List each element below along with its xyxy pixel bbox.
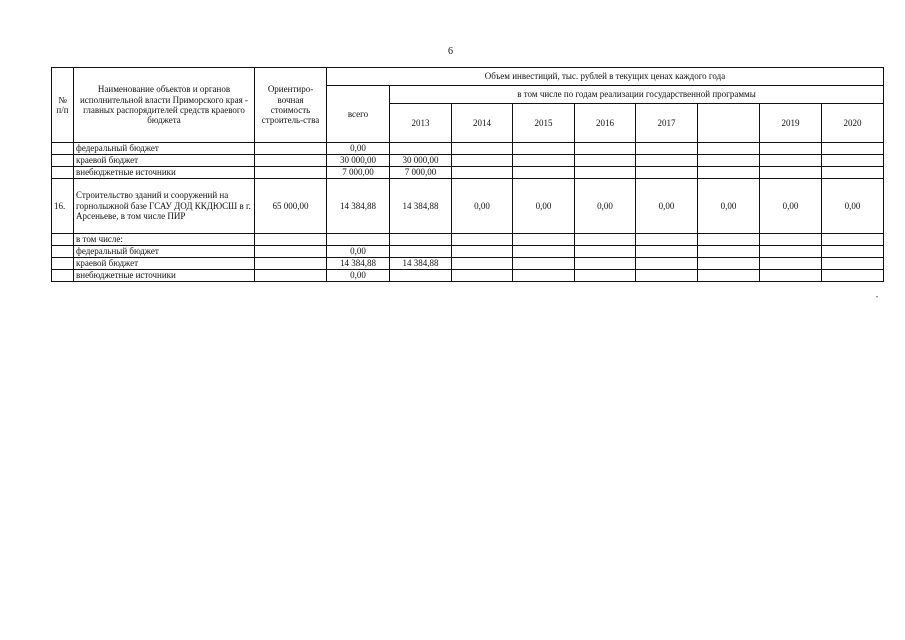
row-cost (255, 258, 327, 270)
row-year-value (452, 234, 513, 246)
investment-table (51, 67, 884, 282)
row-cost (255, 143, 327, 155)
row-cost (255, 155, 327, 167)
row-year-value (636, 155, 698, 167)
row-year-value (452, 270, 513, 282)
row-cost (255, 270, 327, 282)
row-cost (255, 246, 327, 258)
row-name: федеральный бюджет (74, 246, 255, 258)
row-total: 14 384,88 (327, 179, 390, 234)
row-year-value (698, 167, 760, 179)
row-year-value (698, 270, 760, 282)
header-year-0: 2013 (390, 104, 452, 143)
row-year-value (513, 143, 575, 155)
row-year-value: 0,00 (636, 179, 698, 234)
row-year-value (575, 155, 636, 167)
row-year-value (513, 155, 575, 167)
table-row (52, 234, 884, 246)
row-num (52, 167, 74, 179)
row-cost (255, 234, 327, 246)
row-year-value: 0,00 (698, 179, 760, 234)
row-year-value (822, 234, 884, 246)
table-row (52, 246, 884, 258)
header-name: Наименование объектов и органов исполнительной власти Приморского края - главных распорядителей средств краевого бюджета (74, 68, 255, 143)
row-year-value (636, 167, 698, 179)
row-year-value (390, 234, 452, 246)
row-year-value (822, 155, 884, 167)
row-year-value (760, 270, 822, 282)
row-year-value (636, 270, 698, 282)
table-row (52, 258, 884, 270)
row-year-value (513, 270, 575, 282)
header-year-6: 2019 (760, 104, 822, 143)
header-year-4: 2017 (636, 104, 698, 143)
table-row (52, 270, 884, 282)
row-total: 0,00 (327, 143, 390, 155)
row-year-value (513, 234, 575, 246)
row-year-value (760, 167, 822, 179)
row-year-value (390, 143, 452, 155)
row-year-value (822, 258, 884, 270)
row-year-value (452, 167, 513, 179)
header-year-7: 2020 (822, 104, 884, 143)
row-total (327, 234, 390, 246)
row-year-value (760, 155, 822, 167)
row-year-value (513, 167, 575, 179)
row-num (52, 270, 74, 282)
row-year-value (575, 234, 636, 246)
row-total: 0,00 (327, 246, 390, 258)
header-year-2: 2015 (513, 104, 575, 143)
row-year-value (452, 143, 513, 155)
row-year-value (822, 270, 884, 282)
row-year-value (636, 246, 698, 258)
row-year-value: 14 384,88 (390, 258, 452, 270)
row-name: внебюджетные источники (74, 167, 255, 179)
row-year-value (575, 270, 636, 282)
row-year-value (698, 258, 760, 270)
header-year-1: 2014 (452, 104, 513, 143)
row-year-value (760, 234, 822, 246)
row-year-value (575, 167, 636, 179)
row-year-value (513, 258, 575, 270)
row-num (52, 143, 74, 155)
row-year-value (636, 234, 698, 246)
row-year-value: 14 384,88 (390, 179, 452, 234)
row-num (52, 155, 74, 167)
row-year-value (390, 270, 452, 282)
header-total: всего (327, 86, 390, 143)
row-year-value (698, 246, 760, 258)
row-year-value (452, 246, 513, 258)
row-year-value (760, 258, 822, 270)
row-year-value (452, 155, 513, 167)
row-year-value (636, 143, 698, 155)
row-name: Строительство зданий и сооружений на горнолыжной базе ГСАУ ДОД ККДЮСШ в г. Арсеньеве, в том числе ПИР (74, 179, 255, 234)
header-num: № п/п (52, 68, 74, 143)
row-cost: 65 000,00 (255, 179, 327, 234)
table-row (52, 179, 884, 234)
row-year-value: 30 000,00 (390, 155, 452, 167)
row-year-value: 0,00 (760, 179, 822, 234)
header-cost: Ориентиро-вочная стоимость строитель-ства (255, 68, 327, 143)
table-row (52, 155, 884, 167)
row-year-value (575, 258, 636, 270)
row-name: в том числе: (74, 234, 255, 246)
row-year-value (452, 258, 513, 270)
row-year-value (822, 246, 884, 258)
row-year-value (822, 167, 884, 179)
row-year-value: 7 000,00 (390, 167, 452, 179)
row-year-value (822, 143, 884, 155)
row-num: 16. (52, 179, 74, 234)
row-year-value (698, 155, 760, 167)
row-num (52, 258, 74, 270)
row-cost (255, 167, 327, 179)
footer-mark: " (876, 296, 879, 302)
row-year-value (390, 246, 452, 258)
row-year-value: 0,00 (822, 179, 884, 234)
row-total: 30 000,00 (327, 155, 390, 167)
row-year-value (760, 143, 822, 155)
row-name: краевой бюджет (74, 155, 255, 167)
row-name: внебюджетные источники (74, 270, 255, 282)
row-num (52, 234, 74, 246)
row-name: краевой бюджет (74, 258, 255, 270)
row-total: 14 384,88 (327, 258, 390, 270)
header-year-5 (698, 104, 760, 143)
row-year-value: 0,00 (575, 179, 636, 234)
row-year-value (636, 258, 698, 270)
header-year-3: 2016 (575, 104, 636, 143)
row-num (52, 246, 74, 258)
row-year-value: 0,00 (513, 179, 575, 234)
row-year-value: 0,00 (452, 179, 513, 234)
header-by-years: в том числе по годам реализации государственной программы (390, 86, 884, 104)
row-year-value (575, 246, 636, 258)
row-year-value (513, 246, 575, 258)
row-total: 7 000,00 (327, 167, 390, 179)
row-year-value (698, 234, 760, 246)
header-invest: Объем инвестиций, тыс. рублей в текущих ценах каждого года (327, 68, 884, 86)
row-name: федеральный бюджет (74, 143, 255, 155)
row-year-value (698, 143, 760, 155)
table-row (52, 143, 884, 155)
row-year-value (760, 246, 822, 258)
table-row (52, 167, 884, 179)
page-number: 6 (448, 46, 453, 57)
row-year-value (575, 143, 636, 155)
row-total: 0,00 (327, 270, 390, 282)
